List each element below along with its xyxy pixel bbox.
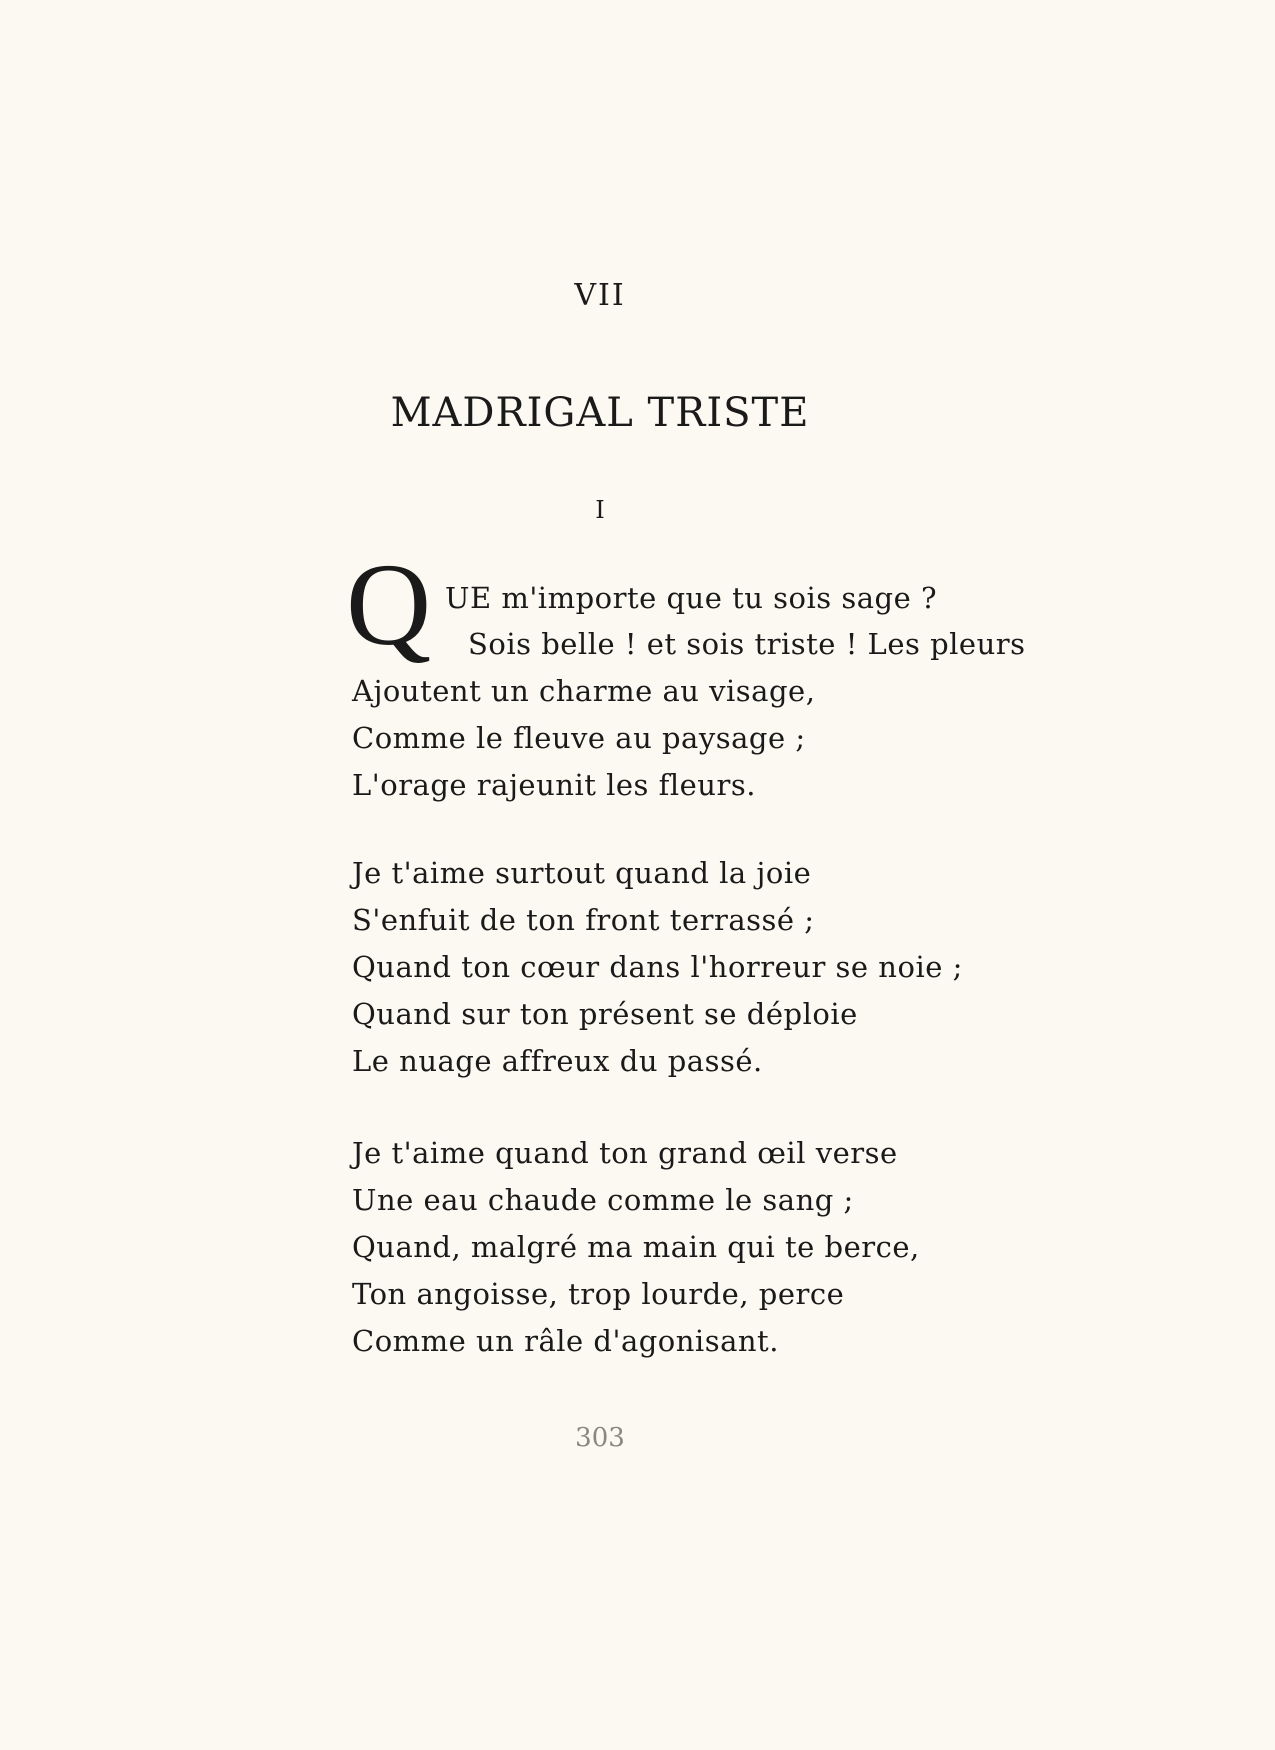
verse-line: Je t'aime surtout quand la joie [352, 856, 812, 890]
verse-line: Ajoutent un charme au visage, [352, 674, 816, 708]
drop-cap: Q [346, 539, 432, 670]
verse-line: Comme le fleuve au paysage ; [352, 721, 806, 755]
verse-line: L'orage rajeunit les fleurs. [352, 768, 756, 802]
poem-title: MADRIGAL TRISTE [390, 390, 810, 436]
verse-line: Comme un râle d'agonisant. [352, 1324, 779, 1358]
verse-line: Une eau chaude comme le sang ; [352, 1183, 854, 1217]
page-number: 303 [575, 1423, 625, 1453]
verse-line: Ton angoisse, trop lourde, perce [352, 1277, 845, 1311]
verse-line: Quand, malgré ma main qui te berce, [352, 1230, 920, 1264]
verse-line: Quand ton cœur dans l'horreur se noie ; [352, 950, 963, 984]
verse-line: Sois belle ! et sois triste ! Les pleurs [468, 627, 1026, 661]
section-number: VII [574, 278, 626, 313]
verse-line: Quand sur ton présent se déploie [352, 997, 858, 1031]
part-number: I [595, 496, 605, 524]
verse-line: S'enfuit de ton front terrassé ; [352, 903, 815, 937]
verse-line: UE m'importe que tu sois sage ? [445, 581, 938, 615]
verse-line: Je t'aime quand ton grand œil verse [352, 1136, 898, 1170]
verse-line: Le nuage affreux du passé. [352, 1044, 763, 1078]
